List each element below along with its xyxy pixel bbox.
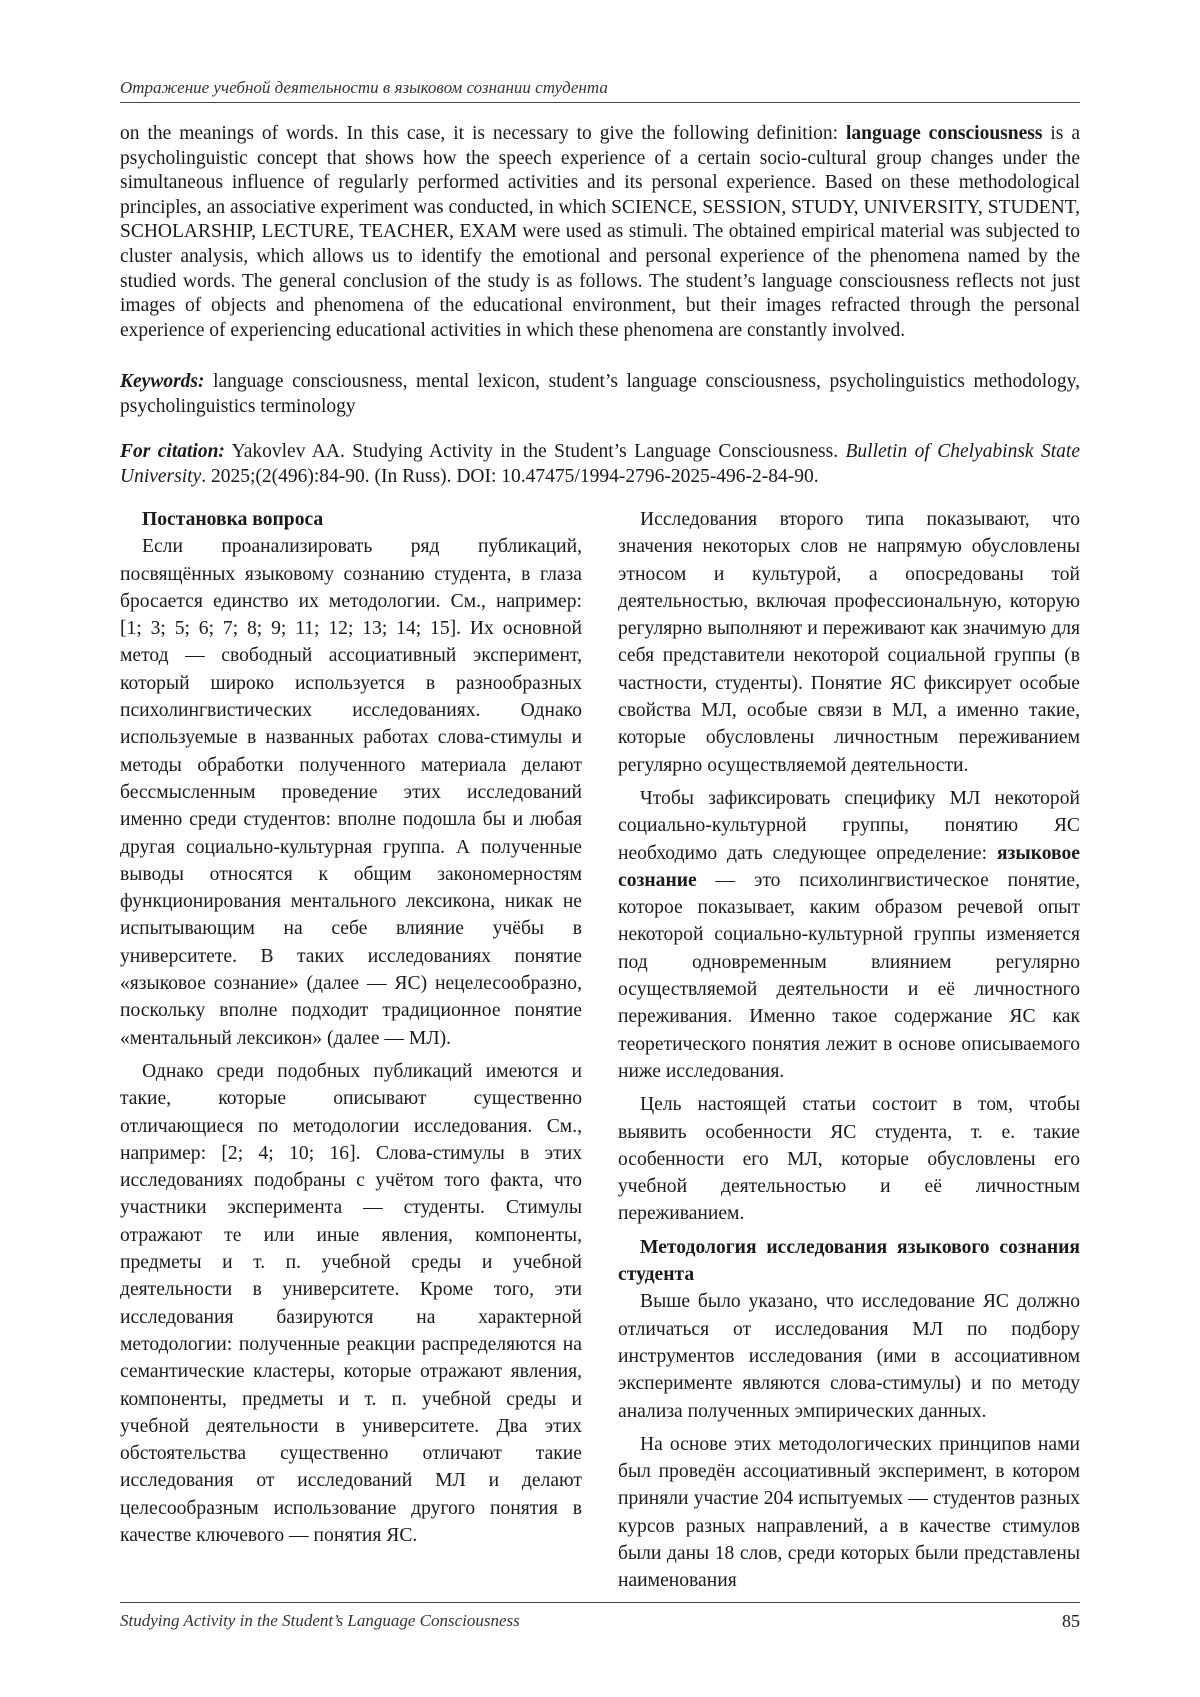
left-column bbox=[120, 506, 582, 1555]
abstract bbox=[120, 122, 1080, 343]
section-heading: Методология исследования языкового сознания студента bbox=[618, 1236, 1080, 1286]
paragraph: Однако среди подобных публикаций имеются и такие, которые описывают существенно отличающиеся по методологии исследования. См., например: [2; 4; 10; 16]. Слова-стимулы в этих исследованиях подобраны с учётом того факта, что участники эксперимента — студенты. Стимулы отражают те или иные явления, компоненты, предметы и т. п. учебной среды и учебной деятельности в университете. Кроме того, эти исследования базируются на характерной методологии: полученные реакции распределяются на семантические кластеры, которые отражают явления, компоненты, предметы и т. п. учебной среды и учебной деятельности в университете. Два этих обстоятельства существенно отличают такие исследования от исследований МЛ и делают целесообразным использование другого понятия в качестве ключевого — понятия ЯС. bbox=[120, 1060, 582, 1546]
citation: For citation: Yakovlev AA. Studying Activity in the Student’s Language Consciousness. Bulletin of Chelyabinsk State University. 2025;(2(496):84-90. (In Russ). DOI: 10.47475/1994-2796-2025-496-2-84-90. bbox=[120, 441, 1080, 487]
footer bbox=[120, 1602, 1080, 1631]
section-heading: Постановка вопроса bbox=[142, 509, 324, 530]
paragraph: Исследования второго типа показывают, что значения некоторых слов не напрямую обусловлены этносом и культурой, а опосредованы той деятельностью, включая профессиональную, которую регулярно выполняют и переживают как значимую для себя представители некоторой социальной группы (в частности, студенты). Понятие ЯС фиксирует особые свойства МЛ, особые связи в МЛ, а именно такие, которые обусловлены личностным переживанием регулярно осуществляемой деятельности. bbox=[618, 509, 1080, 776]
paragraph: Выше было указано, что исследование ЯС должно отличаться от исследования МЛ по подбору инструментов исследования (ими в ассоциативном эксперименте являются слова-стимулы) и по методу анализа полученных эмпирических данных. bbox=[618, 1291, 1080, 1422]
paragraph: Чтобы зафиксировать специфику МЛ некоторой социально-культурной группы, понятию ЯС необходимо дать следующее определение: языковое сознание — это психолингвистическое понятие, которое показывает, каким образом речевой опыт некоторой социально-культурной группы изменяется под одновременным влиянием регулярно осуществляемой деятельности и её личностного переживания. Именно такое содержание ЯС как теоретического понятия лежит в основе описываемого ниже исследования. bbox=[618, 787, 1080, 1082]
paragraph: Цель настоящей статьи состоит в том, чтобы выявить особенности ЯС студента, т. е. такие особенности его МЛ, которые обусловлены его учебной деятельностью и её личностным переживанием. bbox=[618, 1094, 1080, 1225]
paragraph: Если проанализировать ряд публикаций, посвящённых языковому сознанию студента, в глаза бросается единство их методологии. См., например: [1; 3; 5; 6; 7; 8; 9; 11; 12; 13; 14; 15]. Их основной метод — свободный ассоциативный эксперимент, который широко используется в разнообразных психолингвистических исследованиях. Однако используемые в названных работах слова-стимулы и методы обработки полученного материала делают бессмысленным проведение этих исследований именно среди студентов: вполне подошла бы и любая другая социально-культурная группа. А полученные выводы относятся к общим закономерностям функционирования ментального лексикона, никак не испытывающим на себе влияние учёбы в университете. В таких исследованиях понятие «языковое сознание» (далее — ЯС) нецелесообразно, поскольку вполне подходит традиционное понятие «ментальный лексикон» (далее — МЛ). bbox=[120, 536, 582, 1049]
footer-title: Studying Activity in the Student’s Language Consciousness bbox=[120, 1611, 520, 1630]
running-head: Отражение учебной деятельности в языковом сознании студента bbox=[120, 78, 1080, 103]
citation-label: For citation: bbox=[120, 441, 225, 462]
citation-journal: Bulletin of Chelyabinsk State University bbox=[120, 441, 1080, 487]
paragraph: На основе этих методологических принципов нами был проведён ассоциативный эксперимент, в котором приняли участие 204 испытуемых — студентов разных курсов разных направлений, а в качестве стимулов были даны 18 слов, среди которых были представлены наименования bbox=[618, 1433, 1080, 1592]
keywords-text: language consciousness, mental lexicon, student’s language consciousness, psycholinguistics methodology, psycholinguistics terminology bbox=[120, 371, 1080, 417]
keywords-label: Keywords: bbox=[120, 371, 205, 392]
abstract-term: language consciousness bbox=[845, 123, 1043, 144]
definition-term: языковое сознание bbox=[618, 842, 1080, 891]
page-number: 85 bbox=[1062, 1611, 1080, 1631]
right-column bbox=[618, 506, 1080, 1601]
abstract-text: on the meanings of words. In this case, it is necessary to give the following definition: language consciousness is a psycholinguistic concept that shows how the speech experience of a certain socio-cultural group changes under the simultaneous influence of regularly performed activities and its personal experience. Based on these methodological principles, an associative experiment was conducted, in which SCIENCE, SESSION, STUDY, UNIVERSITY, STUDENT, SCHOLARSHIP, LECTURE, TEACHER, EXAM were used as stimuli. The obtained empirical material was subjected to cluster analysis, which allows us to identify the emotional and personal experience of the phenomena named by the studied words. The general conclusion of the study is as follows. The student’s language consciousness reflects not just images of objects and phenomena of the educational environment, but their images refracted through the personal experience of experiencing educational activities in which these phenomena are constantly involved. bbox=[120, 123, 1080, 341]
keywords bbox=[120, 370, 1080, 419]
